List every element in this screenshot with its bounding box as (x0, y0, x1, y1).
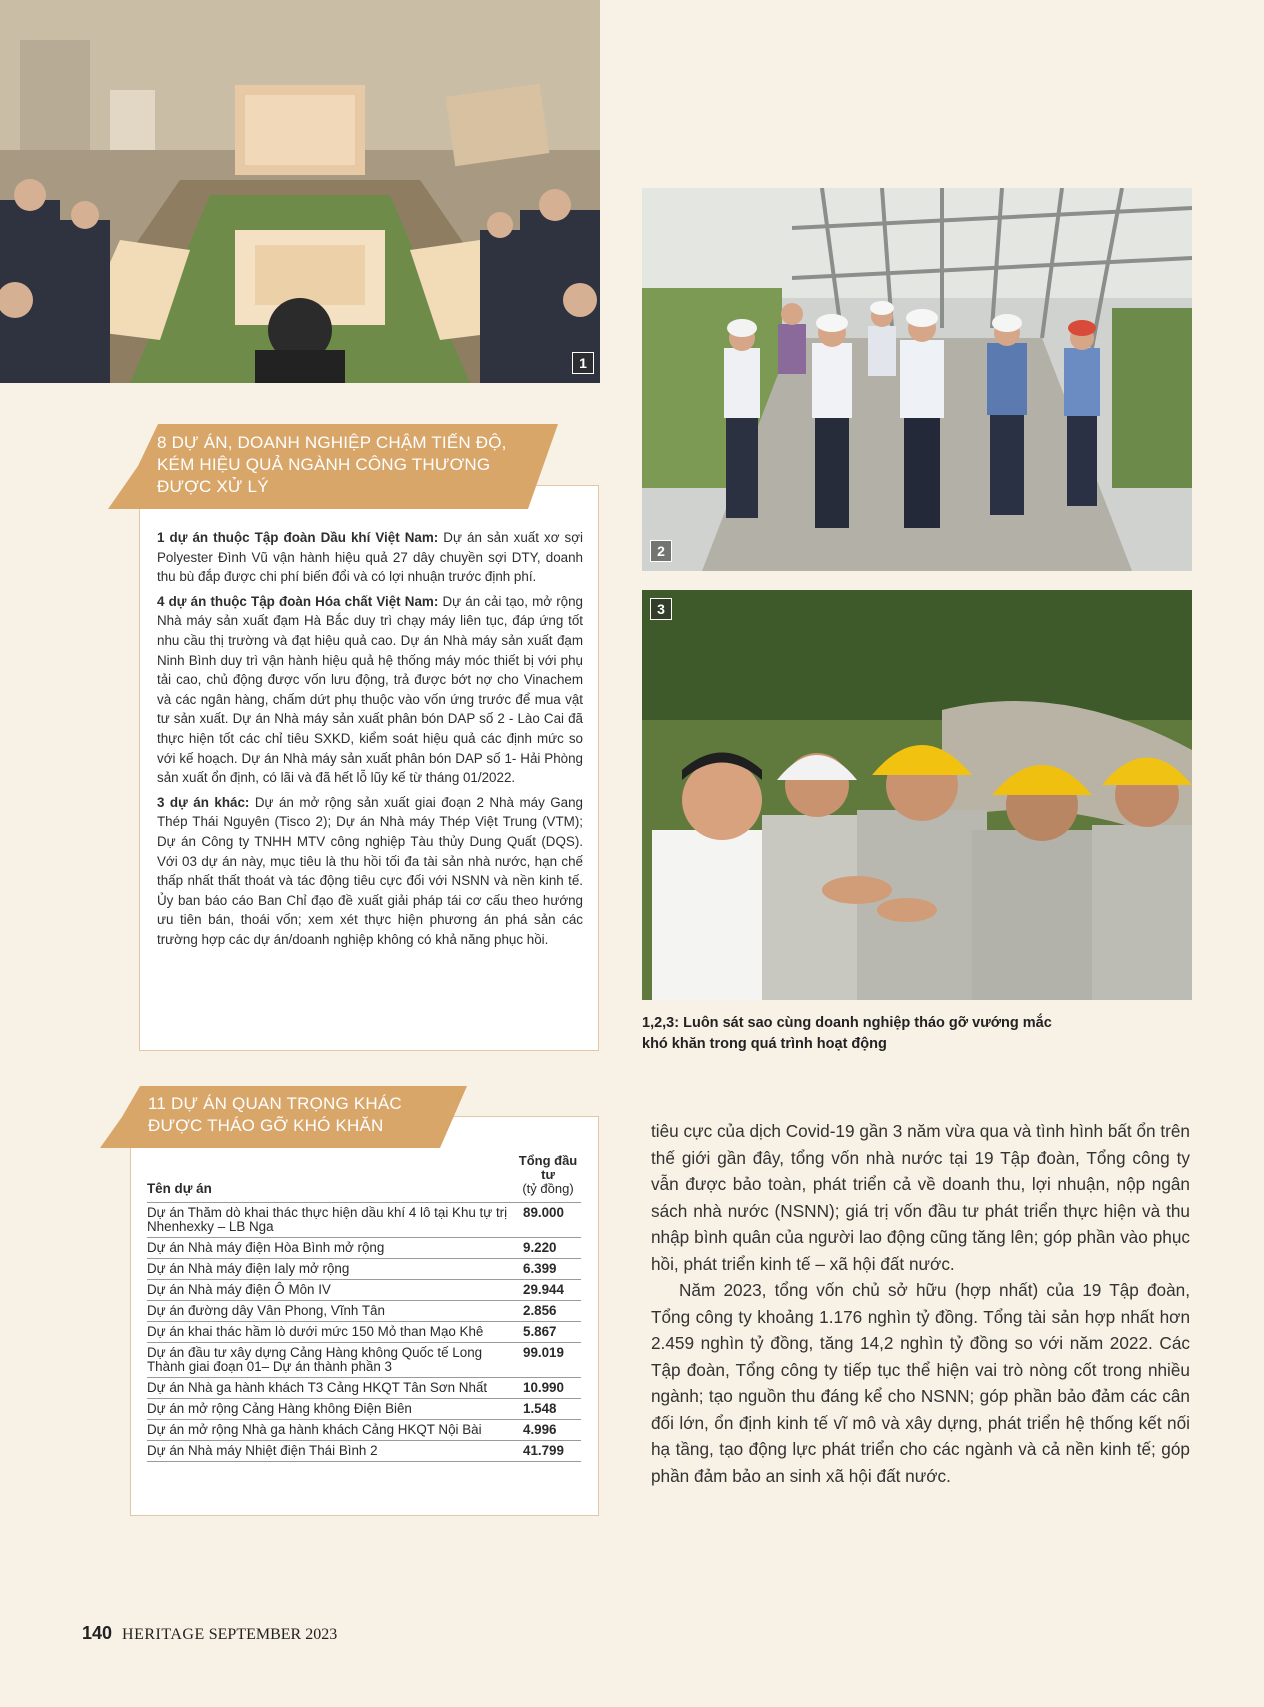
sidebar-box-title (150, 426, 550, 498)
table-row (147, 1238, 581, 1259)
project-name-cell: Dự án Nhà máy Nhiệt điện Thái Bình 2 (147, 1441, 515, 1462)
page-footer (82, 1623, 337, 1644)
inspection-illustration (642, 188, 1192, 571)
table-row (147, 1343, 581, 1378)
photo-number-badge: 3 (650, 598, 672, 620)
title-line-1: 8 DỰ ÁN, DOANH NGHIỆP CHẬM TIẾN ĐỘ, (157, 433, 507, 452)
paragraph-lead: 4 dự án thuộc Tập đoàn Hóa chất Việt Nam: (157, 593, 439, 609)
table-row (147, 1301, 581, 1322)
caption-line-2: khó khăn trong quá trình hoạt động (642, 1036, 887, 1052)
investment-value-cell: 1.548 (515, 1399, 581, 1420)
sidebar-box-11-projects (130, 1116, 599, 1516)
paragraph-body: Dự án sản xuất xơ sợi Polyester Đình Vũ vận hành hiệu quả 27 dây chuyền sợi DTY, doanh thu bù đắp được chi phí biến đổi và có lợi nhuận trước định phí. (157, 530, 583, 585)
projects-table (147, 1154, 581, 1462)
sidebar-box-8-projects (139, 485, 599, 1051)
investment-value-cell: 10.990 (515, 1378, 581, 1399)
projects-table-wrap (147, 1154, 581, 1462)
paragraph-body: Dự án cải tạo, mở rộng Nhà máy sản xuất đạm Hà Bắc duy trì chạy máy liên tục, đáp ứng tốt nhu cầu thị trường và đạt hiệu quả cao. Dự án Nhà máy sản xuất đạm Ninh Bình duy trì vận hành hiệu quả hệ thống máy móc thiết bị với phụ tải cao, chủ động được vốn lưu động, trả được bớt nợ cho Vinachem và các ngân hàng, chấm dứt phụ thuộc vào vốn ứng trước để mua vật tư sản xuất. Dự án Nhà máy sản xuất phân bón DAP số 2 - Lào Cai đã thực hiện tốt các chỉ tiêu SXKD, kiểm soát hiệu quả các định mức so với kế hoạch. Dự án Nhà máy sản xuất phân bón DAP số 1- Hải Phòng sản xuất ổn định, có lãi và đã hết lỗ lũy kế từ tháng 01/2022. (157, 593, 583, 786)
article-paragraph: tiêu cực của dịch Covid-19 gần 3 năm vừa qua và tình hình bất ổn trên thế giới gần đây, tổng vốn nhà nước tại 19 Tập đoàn, Tổng công ty vẫn được bảo toàn, phát triển cả về doanh thu, lợi nhuận, nộp ngân sách nhà nước (NSNN); giá trị vốn đầu tư phát triển thực hiện và thu nhập bình quân của người lao động cũng tăng lên; góp phần vào phục hồi, phát triển kinh tế – xã hội đất nước. (651, 1121, 1190, 1274)
page-number: 140 (82, 1623, 113, 1643)
article-paragraph: Năm 2023, tổng vốn chủ sở hữu (hợp nhất) của 19 Tập đoàn, Tổng công ty khoảng 1.176 nghìn tỷ đồng. Tổng tài sản hợp nhất hơn 2.459 nghìn tỷ đồng, tăng 14,2 nghìn tỷ đồng so với năm 2022. Các Tập đoàn, Tổng công ty tiếp tục thể hiện vai trò nòng cốt trong nhiều ngành; tạo nguồn thu đáng kể cho NSNN; góp phần bảo đảm các cân đối lớn, ổn định kinh tế vĩ mô và xây dựng, phát triển hệ thống kết nối hạ tầng, tạo động lực phát triển cho các ngành và cả nền kinh tế; góp phần đảm bảo an sinh xã hội đất nước. (651, 1280, 1190, 1486)
caption-line-1: 1,2,3: Luôn sát sao cùng doanh nghiệp tháo gỡ vướng mắc (642, 1015, 1052, 1031)
photo-handshake-workers (642, 590, 1192, 1000)
title-line-1: 11 DỰ ÁN QUAN TRỌNG KHÁC (148, 1094, 402, 1113)
projects-table-body (147, 1203, 581, 1462)
project-name-cell: Dự án mở rộng Cảng Hàng không Điện Biên (147, 1399, 515, 1420)
table-row (147, 1322, 581, 1343)
investment-value-cell: 5.867 (515, 1322, 581, 1343)
project-name-cell: Dự án đường dây Vân Phong, Vĩnh Tân (147, 1301, 515, 1322)
project-name-cell: Dự án Thăm dò khai thác thực hiện dầu khí 4 lô tại Khu tự trị Nhenhexky – LB Nga (147, 1203, 515, 1238)
sidebar-box-body (157, 528, 583, 954)
table-header-row (147, 1154, 581, 1203)
investment-value-cell: 6.399 (515, 1259, 581, 1280)
photo-caption (642, 1013, 1192, 1055)
investment-value-cell: 99.019 (515, 1343, 581, 1378)
sidebar-box-title (140, 1088, 460, 1137)
project-name-cell: Dự án Nhà máy điện Hòa Bình mở rộng (147, 1238, 515, 1259)
handshake-illustration (642, 590, 1192, 1000)
investment-value-cell: 41.799 (515, 1441, 581, 1462)
paragraph-petrovietnam (157, 528, 583, 587)
project-name-cell: Dự án khai thác hầm lò dưới mức 150 Mỏ than Mạo Khê (147, 1322, 515, 1343)
title-line-3: ĐƯỢC XỬ LÝ (157, 477, 269, 496)
project-name-cell: Dự án Nhà máy điện Ialy mở rộng (147, 1259, 515, 1280)
article-body (651, 1118, 1190, 1489)
table-row (147, 1280, 581, 1301)
photo-meeting-room (0, 0, 600, 383)
header-investment-line-1: Tổng đầu tư (518, 1153, 578, 1182)
header-investment (515, 1154, 581, 1203)
table-row (147, 1399, 581, 1420)
photo-number-badge: 2 (650, 540, 672, 562)
paragraph-other (157, 793, 583, 950)
investment-value-cell: 4.996 (515, 1420, 581, 1441)
photo-site-inspection (642, 188, 1192, 571)
paragraph-vinachem (157, 592, 583, 788)
project-name-cell: Dự án Nhà ga hành khách T3 Cảng HKQT Tân Sơn Nhất (147, 1378, 515, 1399)
table-row (147, 1420, 581, 1441)
investment-value-cell: 89.000 (515, 1203, 581, 1238)
project-name-cell: Dự án Nhà máy điện Ô Môn IV (147, 1280, 515, 1301)
meeting-room-illustration (0, 0, 600, 383)
magazine-name: HERITAGE (122, 1626, 205, 1643)
project-name-cell: Dự án đầu tư xây dựng Cảng Hàng không Quốc tế Long Thành giai đoạn 01– Dự án thành phần 3 (147, 1343, 515, 1378)
title-line-2: KÉM HIỆU QUẢ NGÀNH CÔNG THƯƠNG (157, 455, 491, 474)
table-row (147, 1259, 581, 1280)
investment-value-cell: 29.944 (515, 1280, 581, 1301)
header-investment-line-2: (tỷ đồng) (522, 1181, 574, 1196)
photo-number-badge: 1 (572, 352, 594, 374)
table-row (147, 1203, 581, 1238)
header-project-name: Tên dự án (147, 1154, 515, 1203)
table-row (147, 1378, 581, 1399)
project-name-cell: Dự án mở rộng Nhà ga hành khách Cảng HKQT Nội Bài (147, 1420, 515, 1441)
table-row (147, 1441, 581, 1462)
issue-date: SEPTEMBER 2023 (208, 1626, 338, 1643)
investment-value-cell: 2.856 (515, 1301, 581, 1322)
investment-value-cell: 9.220 (515, 1238, 581, 1259)
paragraph-lead: 3 dự án khác: (157, 794, 250, 810)
paragraph-lead: 1 dự án thuộc Tập đoàn Dầu khí Việt Nam: (157, 530, 439, 545)
paragraph-body: Dự án mở rộng sản xuất giai đoạn 2 Nhà máy Gang Thép Thái Nguyên (Tisco 2); Dự án Nhà máy Thép Việt Trung (VTM); Dự án Công ty TNHH MTV công nghiệp Tàu thủy Dung Quất (DQS). Với 03 dự án này, mục tiêu là thu hồi tối đa tài sản nhà nước, hạn chế thấp nhất thất thoát và tác động tiêu cực đối với NSNN và nền kinh tế. Ủy ban báo cáo Ban Chỉ đạo đề xuất giải pháp tái cơ cấu theo hướng ưu tiên bán, thoái vốn; xem xét thực hiện phương án phá sản các trường hợp các dự án/doanh nghiệp không có khả năng phục hồi. (157, 794, 583, 947)
title-line-2: ĐƯỢC THÁO GỠ KHÓ KHĂN (148, 1116, 384, 1135)
